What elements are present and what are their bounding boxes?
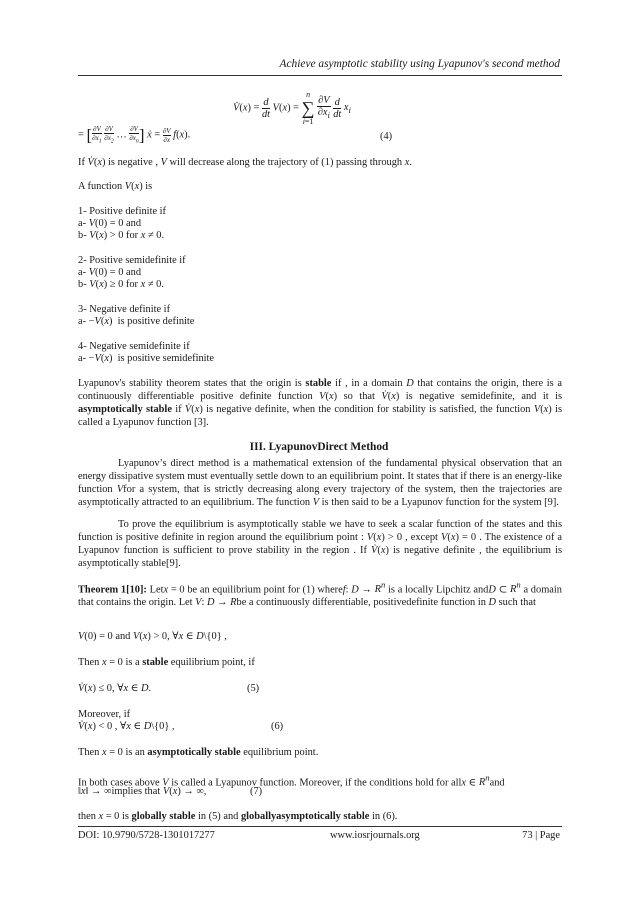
text-span: is a [125,657,140,668]
text-span: a- [78,353,87,364]
text-span: will decrease along the trajectory of (1) passing through [169,157,403,168]
negative-definite-title: 3- Negative definite if [78,304,171,315]
then-asymptotic-statement: Then x = 0 is an asymptotically stable equilibrium point. [78,747,319,758]
text-span: Then [78,747,100,758]
both-cases-line-2: ‖x‖ → ∞implies that V(x) → ∞, [78,786,207,797]
text-span: b- [78,230,87,241]
equation-vdot-definition: V̇(x) = $\frac{d}{dt}$ V(x) = n ∑ i=1 $\frac{\partial V}{\partial x_i}$ $\frac{d}{dt}$ $x_i$ [233,90,351,126]
text-span: is positive semidefinite [117,353,215,364]
positive-definite-b: b- V(x) > 0 for x ≠ 0. [78,230,165,241]
text-span: is negative definite , the equilibrium is asymptotically stable[9]. [78,545,562,569]
then-stable-statement: Then x = 0 is a stable equilibrium point, if [78,657,255,668]
text-span: Lyapunov's stability theorem states that the origin is [78,378,302,389]
text-span: is [145,181,153,192]
running-header: Achieve asymptotic stability using Lyapunov's second method [279,58,560,70]
text-span: such that [498,597,536,609]
positive-definite-title: 1- Positive definite if [78,206,167,217]
text-span: b- [78,279,87,290]
direct-method-paragraph-1: Lyapunov’s direct method is a mathematical extension of the fundamental physical observation that an energy dissipative system must eventually settle down to an equilibrium point. It states that if there is an energy-like function Vfor a system, that is strictly decreasing along every trajectory of the system, then the trajectories are asymptotically attracted to an equilibrium. The function V is then said to be a Lyapunov function for the system [9]. [78,458,562,508]
lyapunov-stability-paragraph: Lyapunov's stability theorem states that the origin is stable if , in a domain D that contains the origin, there is a continuously differentiable positive definite function V(x) so that V̇(x) is negative semidefinite, and it is asymptotically stable if V̇(x) is negative definite, when the condition for stability is satisfied, the function V(x) is called a Lyapunov function [3]. [78,378,563,428]
text-span: stable [142,657,169,668]
equation-7-label: (7) [250,786,263,797]
text-span: asymptotically stable [78,404,172,415]
text-span: globallyasymptotically stable [240,811,370,822]
text-span: so that [343,391,375,402]
text-span: if [175,404,182,415]
text-span: equilibrium point, if [170,657,255,668]
text-span: a- [78,267,87,278]
text-span: is negative , [108,157,158,168]
equation-5-label: (5) [247,683,260,694]
text-span: and [126,267,142,278]
positive-semidefinite-title: 2- Positive semidefinite if [78,255,186,266]
text-span: then [78,811,96,822]
footer-rule [78,826,562,827]
text-span: and [126,218,142,229]
negative-semidefinite-a: a- −V(x) is positive semidefinite [78,353,215,364]
text-span: In both cases above [78,777,160,789]
positive-semidefinite-a: a- V(0) = 0 and [78,267,142,278]
text-span: Let [149,584,164,596]
footer-page-number: 73 | Page [522,830,560,841]
text-span: that contains the origin, there is a continuously differentiable positive definite function [78,378,562,402]
theorem-conditions: V(0) = 0 and V(x) > 0, ∀x ∈ D\{0} , [78,631,227,642]
text-span: is negative semidefinite, and it is [405,391,563,402]
text-span: globally stable [131,811,196,822]
text-span: in (6). [372,811,398,822]
text-span: To prove the equilibrium is asymptotically stable we have to seek a scalar function of the states and this function is positive definite in region around the equilibrium point : [78,519,562,543]
text-span: . The existence of a Lyapunov function is sufficient to prove stability in the region . If [78,532,562,556]
header-rule [78,75,562,76]
theorem-1: Theorem 1[10]: Letx = 0 be an equilibrium point for (1) wheref: $D \to R^n$ is a locally Lipchitz andD ⊂ $R^n$ a domain that contains the origin. Let V: D → Rbe a continuously differentiable, positivedefinite function in D such that [78,580,562,609]
section-heading: III. LyapunovDirect Method [249,441,389,453]
text-span: is an [125,747,145,758]
positive-semidefinite-b: b- V(x) ≥ 0 for x ≠ 0. [78,279,164,290]
text-span: is called a Lyapunov function [3]. [78,404,562,428]
text-span: implies that [111,786,161,797]
positive-definite-a: a- V(0) = 0 and [78,218,142,229]
text-span: Theorem 1[10]: [78,584,147,596]
direct-method-paragraph-2: To prove the equilibrium is asymptotically stable we have to seek a scalar function of the states and this function is positive definite in region around the equilibrium point : V(x) > 0 , except V(x) = 0 . The existence of a Lyapunov function is sufficient to prove stability in the region . If V̇(x) is negative definite , the equilibrium is asymptotically stable[9]. [78,519,562,569]
equation-4: = [ $\frac{\partial V}{\partial x_1}$ $\frac{\partial V}{\partial x_2}$ … $\frac{\partial V}{\partial x_n}$ ] ẋ = $\frac{\partial V}{\partial x}$ f(x). [78,125,191,145]
footer-site: www.iosrjournals.org [330,830,420,841]
text-span: be a continuously differentiable, positivedefinite function in [236,597,486,609]
footer-doi: DOI: 10.9790/5728-1301017277 [78,830,215,841]
equation-5: V̇(x) ≤ 0, ∀x ∈ D. [78,683,152,694]
text-span: , except [405,532,438,543]
both-cases-line-1: In both cases above V is called a Lyapunov function. Moreover, if the conditions hold for allx ∈ $R^nand$ [78,773,505,789]
text-span: if , in a domain [335,378,403,389]
text-span: asymptotically stable [147,747,241,758]
text-span: a- [78,316,87,327]
text-span: for a system, that is strictly decreasing along every trajectory of the system, then the trajectories are asymptotically attracted to an equilibrium. The function [78,484,562,508]
vdot-negative-statement: If V̇(x) is negative , V will decrease along the trajectory of (1) passing through x. [78,157,412,168]
text-span: be an equilibrium point for (1) where [187,584,343,596]
text-span: is [121,811,129,822]
text-span: for [125,279,138,290]
equation-4-label: (4) [380,131,393,142]
text-span: is then said to be a Lyapunov function for the system [9]. [321,497,559,508]
text-span: is called a Lyapunov function. Moreover, if the conditions hold for all [171,777,462,789]
function-intro: A function V(x) is [78,181,153,192]
text-span: is negative definite, when the condition for stability is satisfied, the function [206,404,531,415]
negative-semidefinite-title: 4- Negative semidefinite if [78,341,190,352]
text-span: and [489,777,505,789]
equation-6: V̇(x) < 0 , ∀x ∈ D\{0} , [78,721,175,732]
text-span: for [126,230,139,241]
text-span: stable [305,378,332,389]
text-span: If [78,157,85,168]
text-span: a- [78,218,87,229]
text-span: is positive definite [117,316,195,327]
text-span: Lyapunov’s direct method is a mathematical extension of the fundamental physical observation that an energy dissipative system must eventually settle down to an equilibrium point. It states that if there is an energy-like function [78,458,562,495]
moreover-text: Moreover, if [78,709,131,720]
text-span: Then [78,657,100,668]
text-span: and [115,631,131,642]
equation-6-label: (6) [271,721,284,732]
final-statement: then x = 0 is globally stable in (5) and globallyasymptotically stable in (6). [78,811,398,822]
text-span: a domain that contains the origin. Let [78,584,562,609]
negative-definite-a: a- −V(x) is positive definite [78,316,195,327]
text-span: is a locally Lipchitz and [388,584,489,596]
text-span: A function [78,181,123,192]
text-span: equilibrium point. [243,747,319,758]
text-span: in (5) and [197,811,239,822]
